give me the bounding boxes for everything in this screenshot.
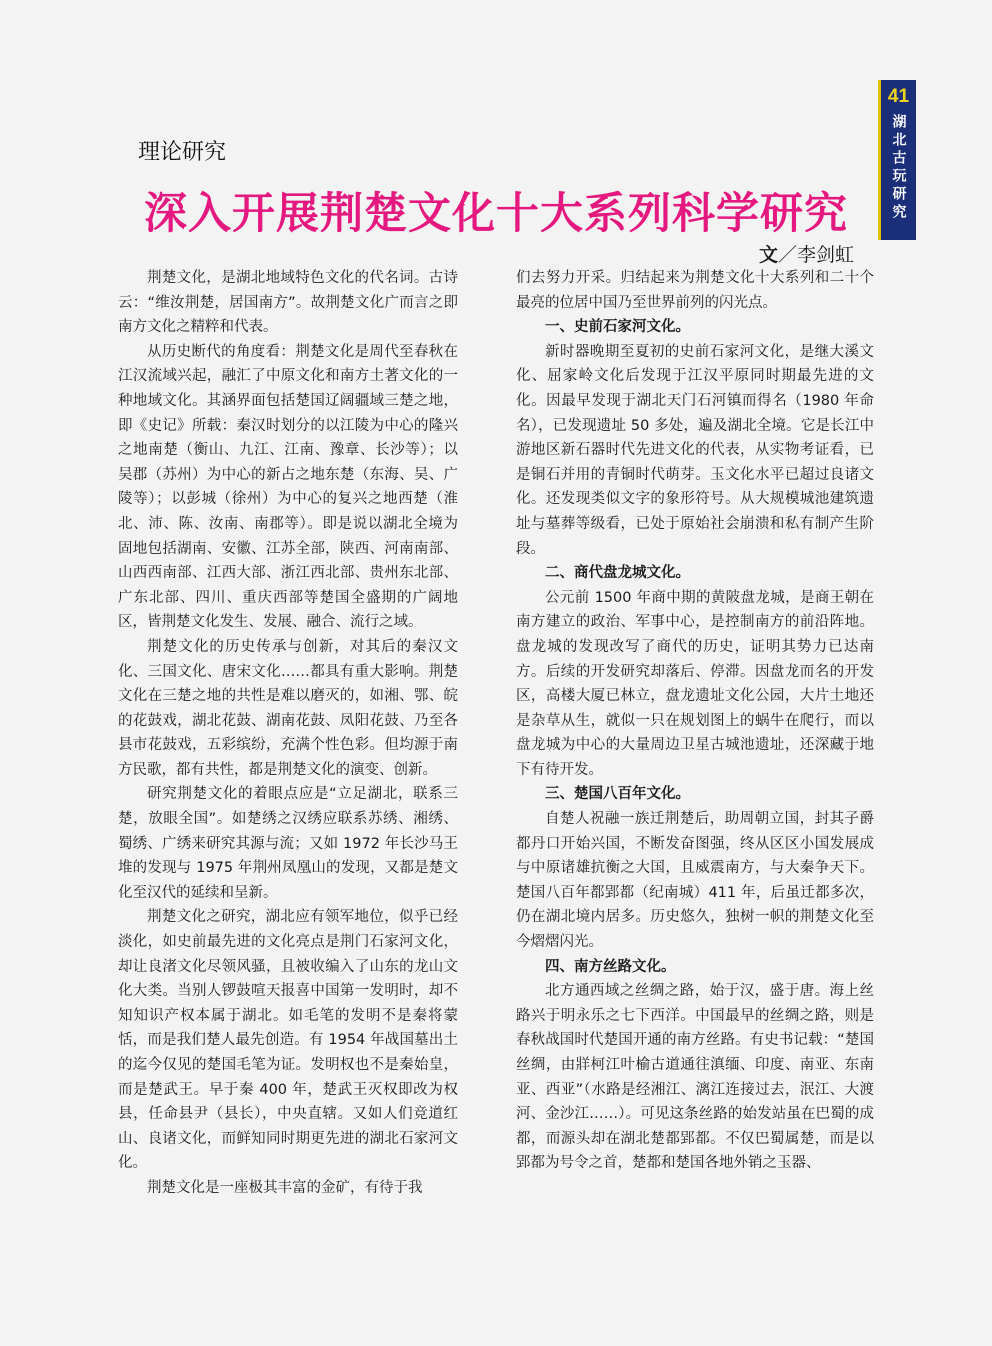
byline <box>759 240 854 267</box>
paragraph: 北方通西域之丝绸之路，始于汉，盛于唐。海上丝路兴于明永乐之七下西洋。中国最早的丝绸之路，则是春秋战国时代楚国开通的南方丝路。有史书记载：“楚国丝绸，由牂柯江叶榆古道通往滇缅、印度、南亚、东南亚、西亚”（水路是经湘江、漓江连接过去，泯江、大渡河、金沙江……）。可见这条丝路的始发站虽在巴蜀的成都，而源头却在湖北楚都郢都。不仅巴蜀属楚，而是以郢都为号令之首，楚都和楚国各地外销之玉器、 <box>516 983 874 1172</box>
paragraph: 公元前 1500 年商中期的黄陂盘龙城，是商王朝在南方建立的政治、军事中心，是控制南方的前沿阵地。盘龙城的发现改写了商代的历史，证明其势力已达南方。后续的开发研究却落后、停滞。因盘龙而名的开发区，高楼大厦已林立，盘龙遗址文化公园，大片土地还是杂草从生，就似一只在规划图上的蜗牛在爬行，而以盘龙城为中心的大量周边卫星古城池遗址，还深藏于地下有待开发。 <box>516 589 874 778</box>
article-title: 深入开展荆楚文化十大系列科学研究 <box>144 189 848 239</box>
paragraph: 荆楚文化，是湖北地域特色文化的代名词。古诗云：“维汝荆楚，居国南方”。故荆楚文化广而言之即南方文化之精粹和代表。 <box>118 270 458 336</box>
paragraph: 研究荆楚文化的着眼点应是“立足湖北，联系三楚，放眼全国”。如楚绣之汉绣应联系苏绣、湘绣、蜀绣、广绣来研究其源与流；又如 1972 年长沙马王堆的发现与 1975 年荆州凤凰山的发现，又都是楚文化至汉代的延续和呈新。 <box>118 786 458 901</box>
page-number: 41 <box>887 86 910 107</box>
paragraph: 们去努力开采。归结起来为荆楚文化十大系列和二十个最亮的位居中国乃至世界前列的闪光点。 <box>516 270 874 311</box>
paragraph: 新时器晚期至夏初的史前石家河文化，是继大溪文化、屈家岭文化后发现于江汉平原同时期最先进的文化。因最早发现于湖北天门石河镇而得名（1980 年命名），已发现遗址 50 多处，遍及湖北全境。它是长江中游地区新石器时代先进文化的代表，从实物考证看，已是铜石并用的青铜时代萌芽。玉文化水平已超过良诸文化。还发现类似文字的象形符号。从大规模城池建筑遗址与墓葬等级看，已处于原始社会崩溃和私有制产生阶段。 <box>516 343 874 557</box>
left-column <box>118 266 458 1201</box>
paragraph: 荆楚文化是一座极其丰富的金矿，有待于我 <box>147 1179 423 1196</box>
right-column <box>516 266 874 1176</box>
byline-author: 李剑虹 <box>796 244 854 266</box>
section-heading: 三、楚国八百年文化。 <box>545 786 690 803</box>
section-label: 理论研究 <box>138 140 227 165</box>
paragraph: 荆楚文化的历史传承与创新，对其后的秦汉文化、三国文化、唐宋文化……都具有重大影响。荆楚文化在三楚之地的共性是难以磨灭的，如湘、鄂、皖的花鼓戏，湖北花鼓、湖南花鼓、凤阳花鼓、乃至各县市花鼓戏，五彩缤纷，充满个性色彩。但均源于南方民歌，都有共性，都是荆楚文化的演变、创新。 <box>118 638 458 778</box>
byline-prefix: 文 <box>758 244 778 266</box>
byline-separator: ／ <box>777 244 797 266</box>
paragraph: 荆楚文化之研究，湖北应有领军地位，似乎已经淡化，如史前最先进的文化亮点是荆门石家河文化，却让良渚文化尽领风骚，且被收编入了山东的龙山文化大类。当别人锣鼓喧天报喜中国第一发明时，却不知知识产权本属于湖北。如毛笔的发明不是秦将蒙恬，而是我们楚人最先创造。有 1954 年战国墓出土的迄今仅见的楚国毛笔为证。发明权也不是秦始皇，而是楚武王。早于秦 400 年，楚武王灭权即改为权县，任命县尹（县长），中央直辖。又如人们竞道红山、良诸文化，而鲜知同时期更先进的湖北石家河文化。 <box>118 909 458 1172</box>
paragraph: 自楚人祝融一族迁荆楚后，助周朝立国，封其子爵都丹口开始兴国，不断发奋图强，终从区区小国发展成与中原诸雄抗衡之大国，且威震南方，与大秦争天下。楚国八百年都郢都（纪南城）411 年，后虽迁都多次，仍在湖北境内居多。历史悠久，独树一帜的荆楚文化至今熠熠闪光。 <box>516 811 874 951</box>
section-heading: 四、南方丝路文化。 <box>545 958 676 975</box>
section-heading: 二、商代盘龙城文化。 <box>545 565 690 582</box>
section-heading: 一、史前石家河文化。 <box>545 319 690 336</box>
journal-name: 湖北古玩研究 <box>890 114 907 222</box>
paragraph: 从历史断代的角度看：荆楚文化是周代至春秋在江汉流域兴起，融汇了中原文化和南方土著文化的一种地域文化。其涵界面包括楚国辽阔疆域三楚之地，即《史记》所载：秦汉时划分的以江陵为中心的隆兴之地南楚（衡山、九江、江南、豫章、长沙等）；以吴郡（苏州）为中心的新占之地东楚（东海、吴、广陵等）；以彭城（徐州）为中心的复兴之地西楚（淮北、沛、陈、汝南、南郡等）。即是说以湖北全境为固地包括湖南、安徽、江苏全部，陕西、河南南部、山西西南部、江西大部、浙江西北部、贵州东北部、广东北部、四川、重庆西部等楚国全盛期的广阔地区，皆荆楚文化发生、发展、融合、流行之域。 <box>118 343 458 631</box>
